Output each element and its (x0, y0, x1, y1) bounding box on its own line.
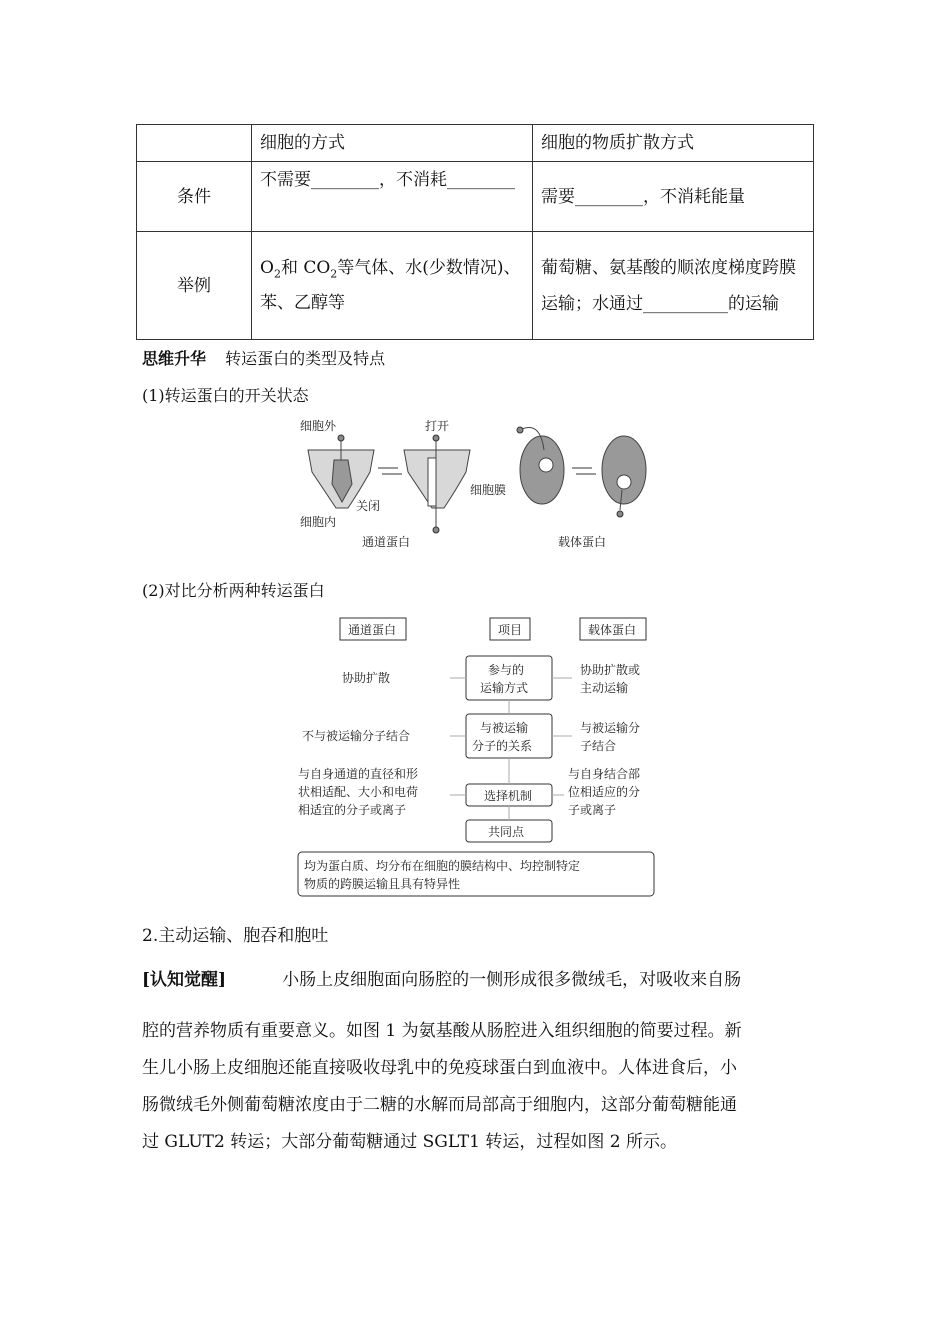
label-closed: 关闭 (356, 499, 381, 513)
para-line: 生儿小肠上皮细胞还能直接吸收母乳中的免疫球蛋白到血液中。人体进食后，小 (142, 1058, 737, 1078)
common-text: 物质的跨膜运输且具有特异性 (304, 877, 461, 891)
right-text: 与自身结合部 (568, 767, 641, 781)
section-subtitle: 转运蛋白的类型及特点 (225, 349, 386, 368)
label-membrane: 细胞膜 (470, 483, 507, 497)
heading-2: 2.主动运输、胞吞和胞吐 (142, 926, 329, 946)
label-outside: 细胞外 (300, 419, 337, 433)
mid-text: 选择机制 (484, 789, 533, 803)
table-row (137, 162, 814, 232)
row-label: 条件 (137, 162, 252, 232)
right-text: 主动运输 (580, 681, 629, 695)
mid-text: 分子的关系 (472, 739, 533, 753)
table-row (137, 232, 814, 340)
left-text: 协助扩散 (342, 671, 391, 685)
closed-channel-protein-icon (308, 435, 374, 508)
item-header: 项目 (498, 623, 523, 637)
left-text: 状相适配、大小和电荷 (298, 785, 419, 799)
right-text: 与被运输分 (580, 721, 641, 735)
left-text: 与自身通道的直径和形 (298, 767, 419, 781)
right-text: 协助扩散或 (580, 663, 641, 677)
channel-header: 通道蛋白 (348, 623, 397, 637)
carrier-protein-icon (517, 427, 646, 517)
mid-text: 与被运输 (480, 721, 529, 735)
label-inside: 细胞内 (300, 515, 337, 529)
row-label: 举例 (137, 232, 252, 340)
paragraph (142, 962, 810, 1161)
table-header-cell (137, 125, 252, 162)
transport-switch-figure (290, 410, 670, 555)
label-channel: 通道蛋白 (362, 535, 411, 549)
label-carrier: 载体蛋白 (558, 535, 607, 549)
cell-text: O (260, 258, 274, 279)
comparison-table (136, 124, 814, 340)
table-cell: 葡萄糖、氨基酸的顺浓度梯度跨膜运输；水通过__________的运输 (533, 232, 814, 340)
label-open: 打开 (425, 419, 450, 433)
table-cell: 需要________，不消耗能量 (533, 162, 814, 232)
section-title: 思维升华 (142, 349, 207, 368)
para-line: 肠微绒毛外侧葡萄糖浓度由于二糖的水解而局部高于细胞内，这部分葡萄糖能通 (142, 1095, 737, 1115)
subheading-2: (2)对比分析两种转运蛋白 (142, 581, 325, 600)
open-channel-protein-icon (404, 435, 470, 533)
table-cell: 不需要________，不消耗________ (252, 162, 533, 232)
para-line: 过 GLUT2 转运；大部分葡萄糖通过 SGLT1 转运，过程如图 2 所示。 (142, 1132, 677, 1152)
cell-text: 等气体、水(少数情况)、苯、乙醇等 (260, 258, 521, 313)
subscript: 2 (273, 267, 281, 281)
para-tag: [认知觉醒] (142, 970, 227, 990)
right-text: 子结合 (580, 739, 617, 753)
right-text: 位相适应的分 (568, 785, 641, 799)
carrier-header: 载体蛋白 (588, 623, 637, 637)
cell-text: 和 CO (280, 258, 331, 279)
comparison-flowchart (290, 612, 670, 902)
table-header-cell: 细胞的物质扩散方式 (533, 125, 814, 162)
table-cell (252, 232, 533, 340)
table-header-cell: 细胞的方式 (252, 125, 533, 162)
left-text: 不与被运输分子结合 (302, 729, 411, 743)
para-text: 小肠上皮细胞面向肠腔的一侧形成很多微绒毛，对吸收来自肠 (282, 970, 742, 990)
mid-text: 运输方式 (480, 681, 529, 695)
common-label: 共同点 (488, 825, 525, 839)
common-text: 均为蛋白质、均分布在细胞的膜结构中、均控制特定 (304, 859, 581, 873)
mid-text: 参与的 (488, 663, 525, 677)
right-text: 子或离子 (568, 803, 617, 817)
subheading-1: (1)转运蛋白的开关状态 (142, 386, 309, 405)
para-line (142, 962, 810, 999)
left-text: 相适宜的分子或离子 (298, 803, 407, 817)
subscript: 2 (330, 267, 338, 281)
swap-arrow-icon (378, 468, 402, 474)
section-heading (142, 346, 385, 369)
table-header-row (137, 125, 814, 162)
para-line: 腔的营养物质有重要意义。如图 1 为氨基酸从肠腔进入组织细胞的简要过程。新 (142, 1021, 742, 1041)
